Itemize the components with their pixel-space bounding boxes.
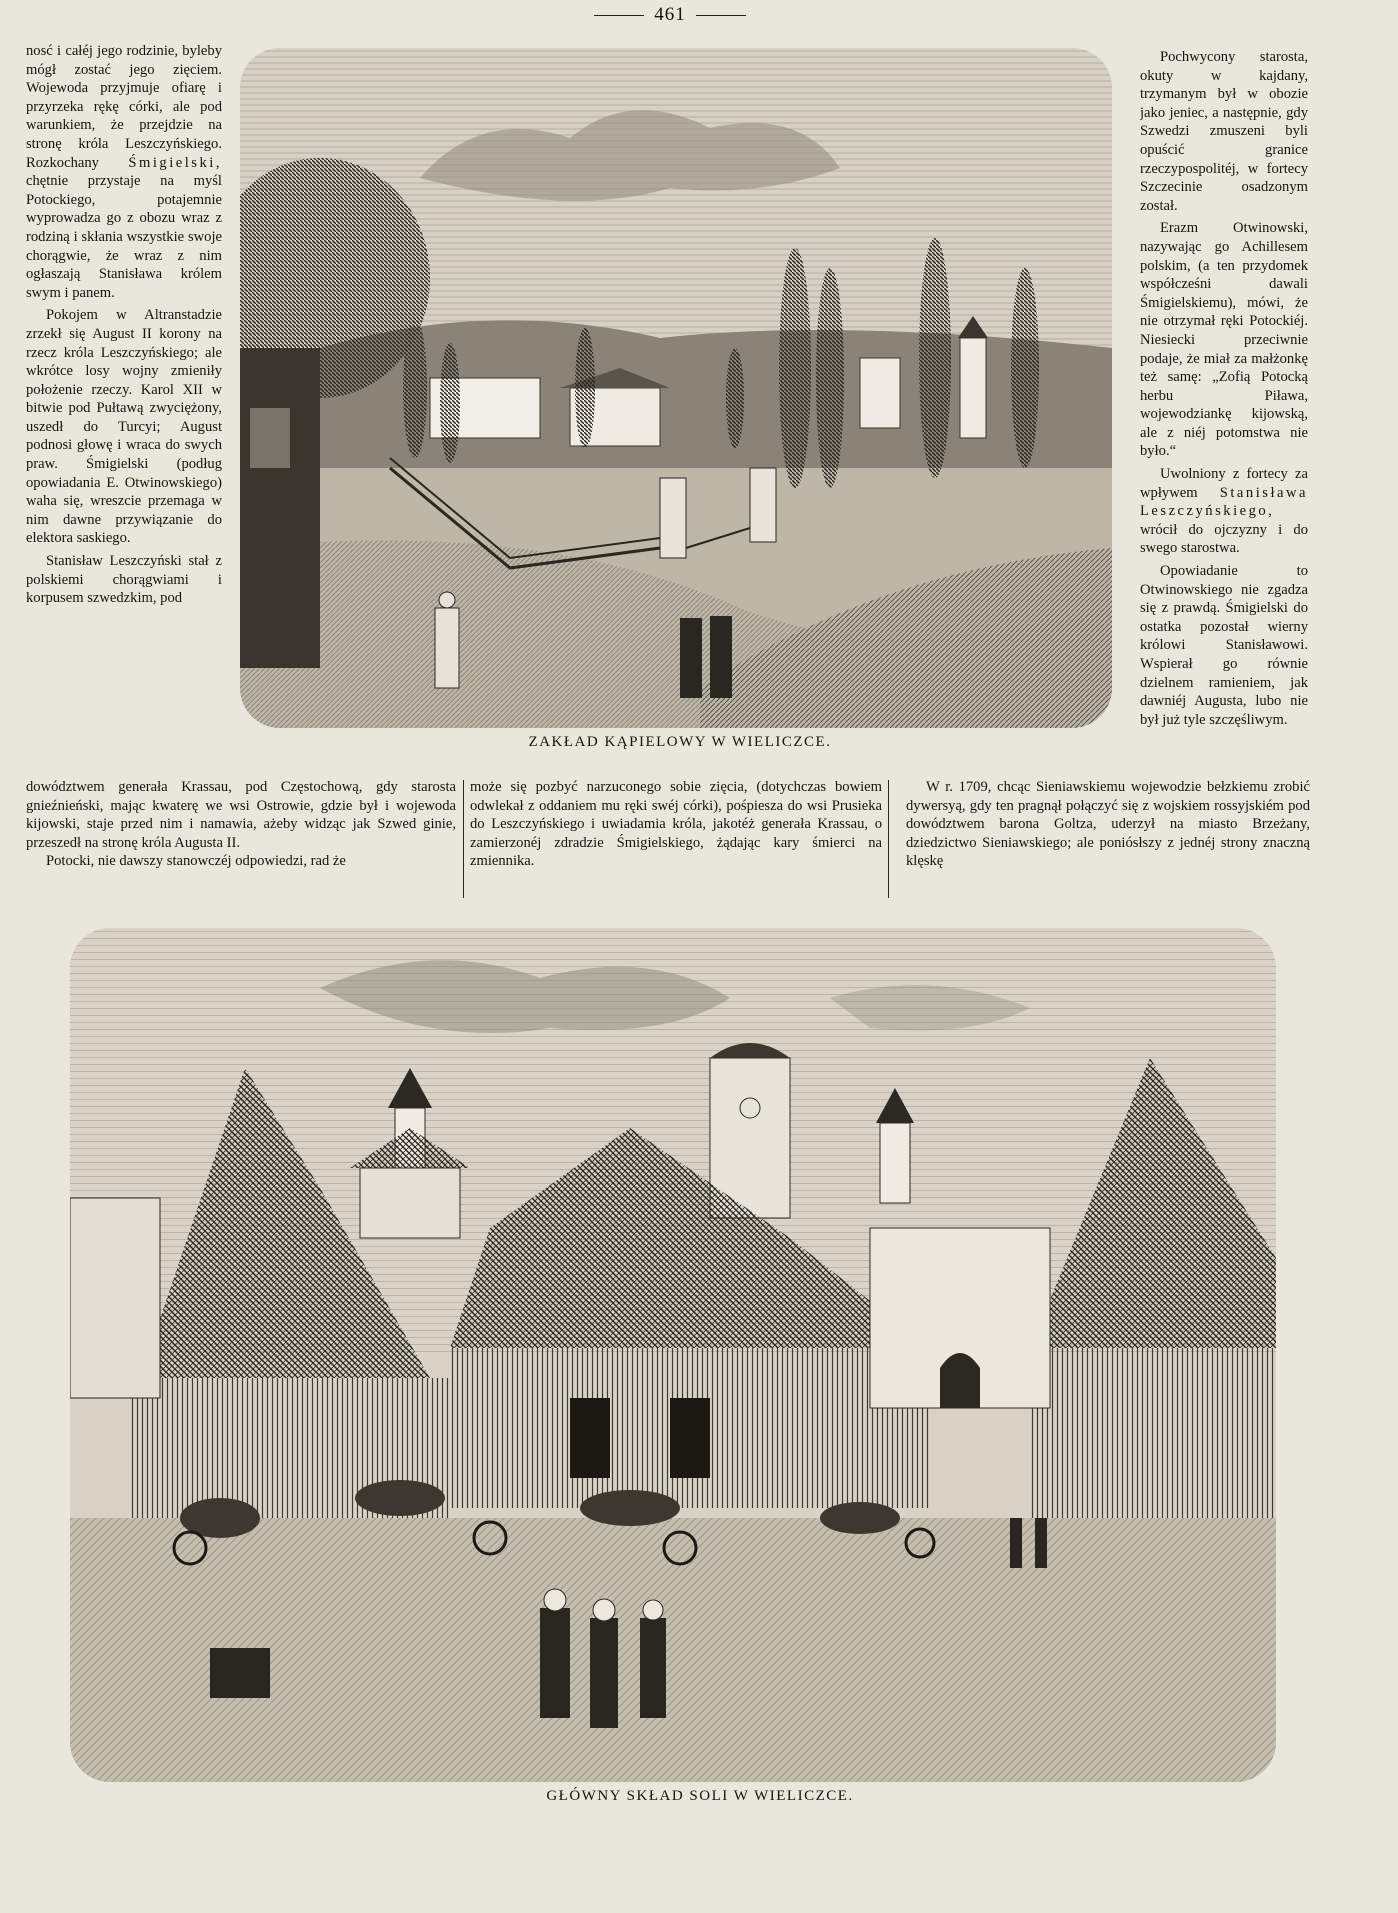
left-paragraph-3: Stanisław Leszczyński stał z polskiemi chorągwiami i korpusem szwedzkim, pod [26,553,222,607]
page-number-rule-left [594,15,644,16]
caption-bottom: GŁÓWNY SKŁAD SOLI W WIELICZCE. [546,1788,854,1804]
name-smigielski: Śmigielski, [128,154,222,171]
right-paragraph-2: Erazm Otwinowski, nazywając go Achillesem polskim, (a ten przydomek współcześni dawali Śmigielskiemu), mówi, że nie otrzymał ręki Potockiéj. Niesiecki przeciwnie podaje, że miał za małżonkę też samę: „Zofią Potocką herbu Piława, wojewodziankę kijowską, ale z niéj potomstwa nie było.“ [1140,220,1308,460]
column-divider-2 [888,780,889,898]
caption-top: ZAKŁAD KĄPIELOWY W WIELICZCE. [528,734,832,750]
right-paragraph-4: Opowiadanie to Otwinowskiego nie zgadza się z prawdą. Śmigielski do ostatka pozostał wierny królowi Stanisławowi. Wspierał go równie dzielnem ramieniem, jak dawniéj Augusta, lubo nie był już tyle szczęśliwym. [1140,563,1308,728]
bottom-col3-paragraph-1: W r. 1709, chcąc Sieniawskiemu wojewodzie bełzkiemu zrobić dywersyą, gdy ten pragnął połączyć się z wojskiem rossyjskiém pod dowództwem barona Goltza, uderzył na miasto Brzeżany, dziedzictwo Sieniawskiego; ale poniósłszy z jednéj strony znaczną klęskę [906,779,1310,870]
column-divider-1 [463,780,464,898]
bottom-column-1 [26,778,456,900]
bath-house-engraving [240,48,1112,728]
bottom-col1-paragraph-2: Potocki, nie dawszy stanowczéj odpowiedzi, rad że [46,853,346,870]
right-column [1140,48,1308,786]
illustration-bath-house [240,48,1112,728]
bottom-col1-paragraph-1: dowództwem generała Krassau, pod Częstochową, gdy starosta gnieźnieński, mając kwaterę we wsi Ostrowie, gdzie był i wojewoda kijowski, staje przed nim i namawia, ażeby widząc jak Szwed ginie, przeszedł na stronę króla Augusta II. [26,779,456,851]
right-paragraph-1: Pochwycony starosta, okuty w kajdany, trzymanym był w obozie jako jeniec, a następnie, gdy Szwedzi zmuszeni byli opuścić granice rzeczypospolitéj, w fortecy Szczecinie osadzonym został. [1140,49,1308,214]
left-column [26,42,222,778]
page-number [560,4,780,30]
illustration-salt-warehouse [70,928,1276,1782]
name-leszczynski: Stanisława Leszczyńskiego, [1140,484,1308,520]
salt-warehouse-engraving [70,928,1276,1782]
bottom-col2-paragraph-1: może się pozbyć narzuconego sobie zięcia, (dotychczas bowiem odwlekał z oddaniem mu ręki swéj córki), pośpiesza do wsi Prusieka do Leszczyńskiego i uwiadamia króla, jakotéż generała Krassau, o zamierzonéj zdradzie Śmigielskiego, żądając kary śmierci na zmiennika. [470,779,882,870]
left-paragraph-2: Pokojem w Altranstadzie zrzekł się August II korony na rzecz króla Leszczyńskiego; ale wkrótce losy wojny zmieniły położenie rzeczy. Karol XII w bitwie pod Pułtawą zwyciężony, uszedł do Turcyi; August podnosi głowę i wraca do swych praw. Śmigielski (podług opowiadania E. Otwinowskiego) waha się, wreszcie przemaga w nim dawne przywiązanie do elektora saskiego. [26,307,222,547]
bottom-column-2 [470,778,882,900]
bottom-column-3 [906,778,1310,900]
left-paragraph-1: nosć i całéj jego rodzinie, byleby mógł zostać jego zięciem. Wojewoda przyjmuje ofiarę i przyrzeka rękę córki, ale pod warunkiem, że przejdzie na stronę króla Leszczyńskiego. Rozkochany Śmigielski, chętnie przystaje na myśl Potockiego, potajemnie wyprowadza go z obozu wraz z rodziną i skłania wszystkie swoje chorągwie, że wraz z nim ogłaszają Stanisława królem swym i panem. [26,43,222,301]
page-number-rule-right [696,15,746,16]
page-number-text: 461 [654,4,686,25]
right-paragraph-3: Uwolniony z fortecy za wpływem Stanisława Leszczyńskiego, wrócił do ojczyzny i do swego starostwa. [1140,466,1308,557]
